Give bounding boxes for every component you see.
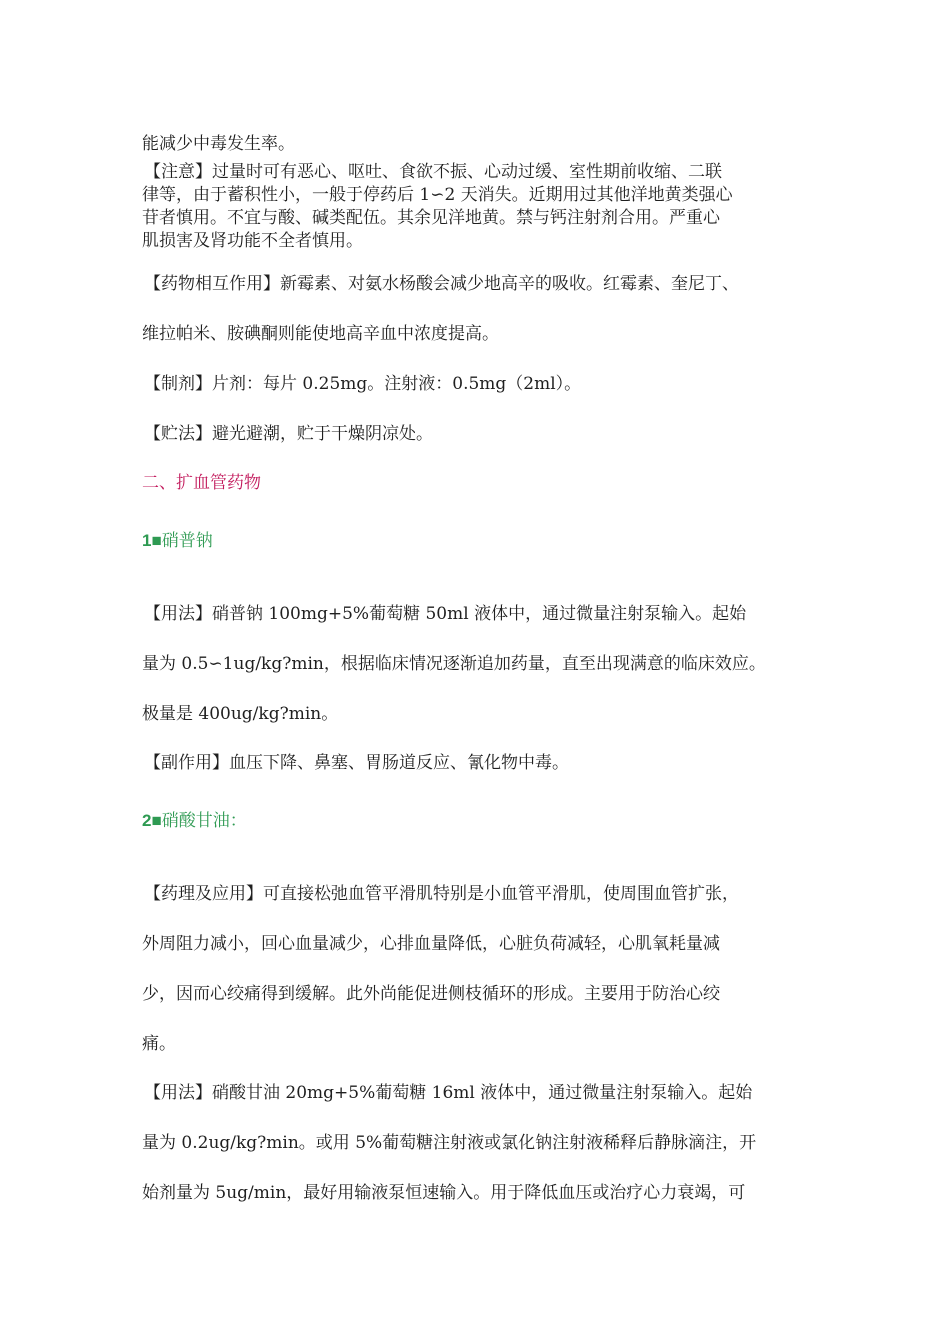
pharmacology-paragraph-line: 【药理及应用】可直接松弛血管平滑肌特别是小血管平滑肌，使周围血管扩张，	[144, 884, 739, 904]
subsection-title: 硝酸甘油：	[161, 811, 247, 831]
interaction-paragraph-line: 【药物相互作用】新霉素、对氨水杨酸会减少地高辛的吸收。红霉素、奎尼丁、	[144, 274, 739, 294]
subsection-title: 硝普钠	[161, 531, 213, 551]
usage-paragraph-line: 量为 0.2ug/kg?min。或用 5%葡萄糖注射液或氯化钠注射液稀释后静脉滴注，开	[142, 1133, 757, 1153]
side-effect-paragraph: 【副作用】血压下降、鼻塞、胃肠道反应、氰化物中毒。	[144, 753, 569, 773]
pharmacology-paragraph-line: 少，因而心绞痛得到缓解。此外尚能促进侧枝循环的形成。主要用于防治心绞	[142, 984, 720, 1004]
storage-paragraph: 【贮法】避光避潮，贮于干燥阴凉处。	[144, 424, 433, 444]
pharmacology-paragraph-line: 外周阻力减小，回心血量减少，心排血量降低，心脏负荷减轻，心肌氧耗量减	[142, 934, 720, 954]
subsection-heading-nitroglycerin	[142, 810, 247, 832]
subsection-heading-nitroprusside	[142, 530, 213, 552]
usage-paragraph-line: 【用法】硝普钠 100mg+5%葡萄糖 50ml 液体中，通过微量注射泵输入。起始	[144, 604, 747, 624]
usage-paragraph-line: 【用法】硝酸甘油 20mg+5%葡萄糖 16ml 液体中，通过微量注射泵输入。起始	[144, 1083, 753, 1103]
usage-paragraph-line: 始剂量为 5ug/min，最好用输液泵恒速输入。用于降低血压或治疗心力衰竭，可	[142, 1183, 746, 1203]
note-paragraph-line: 肌损害及肾功能不全者慎用。	[142, 231, 363, 251]
interaction-paragraph-line: 维拉帕米、胺碘酮则能使地高辛血中浓度提高。	[142, 324, 499, 344]
section-heading: 二、扩血管药物	[142, 473, 261, 493]
note-paragraph-line: 苷者慎用。不宜与酸、碱类配伍。其余见洋地黄。禁与钙注射剂合用。严重心	[142, 208, 720, 228]
note-paragraph-line: 律等，由于蓄积性小，一般于停药后 1∽2 天消失。近期用过其他洋地黄类强心	[142, 185, 733, 205]
subsection-number: 1■	[142, 531, 162, 550]
paragraph-line: 能减少中毒发生率。	[142, 134, 295, 154]
pharmacology-paragraph-line: 痛。	[142, 1034, 176, 1054]
formulation-paragraph: 【制剂】片剂：每片 0.25mg。注射液：0.5mg（2ml）。	[144, 374, 582, 394]
subsection-number: 2■	[142, 811, 162, 830]
usage-paragraph-line: 量为 0.5∽1ug/kg?min，根据临床情况逐渐追加药量，直至出现满意的临床效应。	[142, 654, 766, 674]
note-paragraph-line: 【注意】过量时可有恶心、呕吐、食欲不振、心动过缓、室性期前收缩、二联	[144, 162, 722, 182]
usage-paragraph-line: 极量是 400ug/kg?min。	[142, 704, 339, 724]
